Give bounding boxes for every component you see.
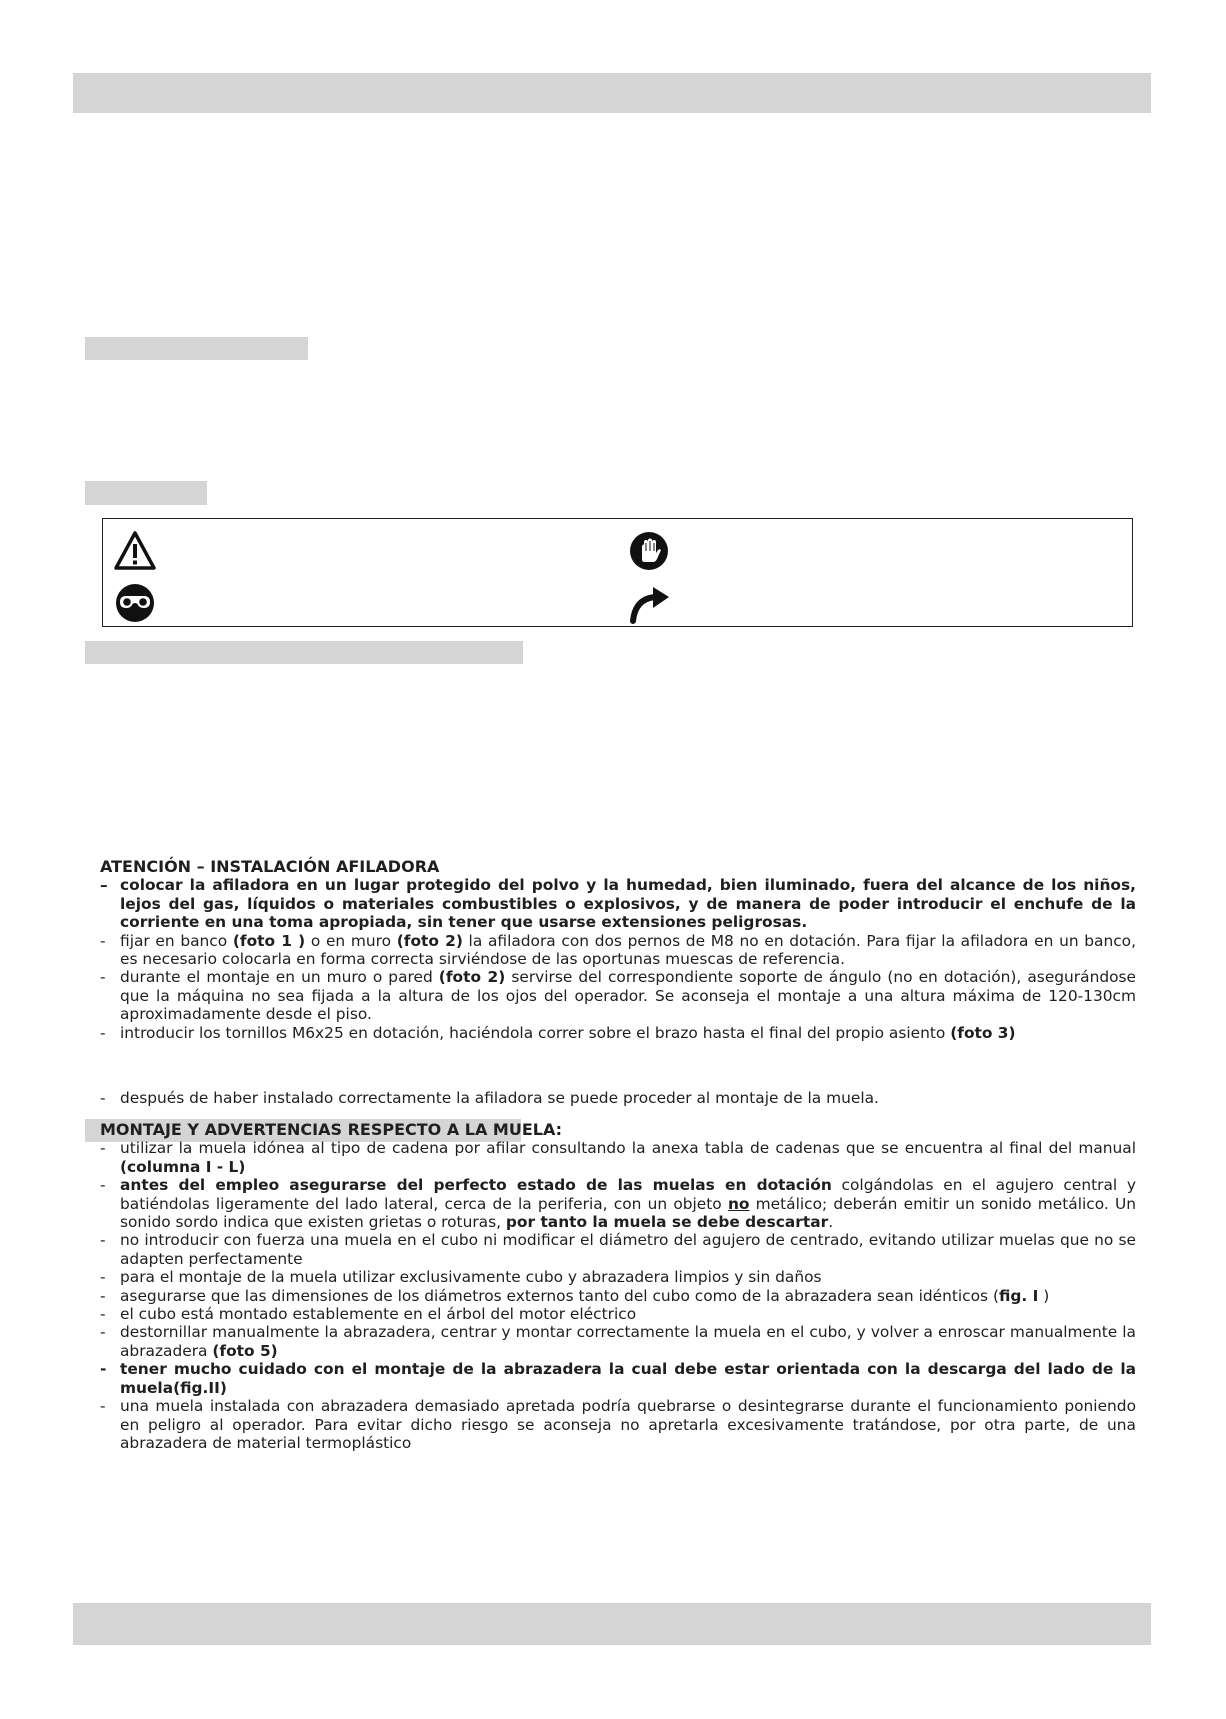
wheel-heading: MONTAJE Y ADVERTENCIAS RESPECTO A LA MUELA: (100, 1120, 563, 1139)
list-item: - para el montaje de la muela utilizar exclusivamente cubo y abrazadera limpios y sin daños (100, 1268, 822, 1287)
list-item: - el cubo está montado establemente en el árbol del motor eléctrico (100, 1305, 637, 1324)
list-item: - durante el montaje en un muro o pared (foto 2) servirse del correspondiente soporte de ángulo (no en dotación), asegurándose que la máquina no sea fijada a la altura de los ojos del operador. Se aconseja el montaje a una altura máxima de 120-130cm aproximadamente desde el piso. (100, 968, 1136, 1024)
safety-symbols-box (102, 518, 1133, 627)
section-heading-bar (85, 337, 308, 360)
list-item: - destornillar manualmente la abrazadera, centrar y montar correctamente la muela en el cubo, y volver a enroscar manualmente la abrazadera (foto 5) (100, 1323, 1136, 1360)
after-install-note (100, 1089, 1136, 1107)
footer-bar (73, 1603, 1151, 1645)
installation-heading: ATENCIÓN – INSTALACIÓN AFILADORA (100, 857, 440, 876)
list-item: - tener mucho cuidado con el montaje de la abrazadera la cual debe estar orientada con la descarga del lado de la muela(fig.II) (100, 1360, 1136, 1397)
list-item: - asegurarse que las dimensiones de los diámetros externos tanto del cubo como de la abrazadera sean idénticos (fig. I ) (100, 1286, 1050, 1305)
list-item: - antes del empleo asegurarse del perfecto estado de las muelas en dotación colgándolas en el agujero central y batiéndolas ligeramente del lado lateral, cerca de la periferia, con un objeto no metálico; deberán emitir un sonido metálico. Un sonido sordo indica que existen grietas o roturas, por tanto la muela se debe descartar. (100, 1176, 1137, 1232)
list-item: - una muela instalada con abrazadera demasiado apretada podría quebrarse o desintegrarse durante el funcionamiento poniendo en peligro al operador. Para evitar dicho riesgo se aconseja no apretarla excesivamente tratándose, por otra parte, de una abrazadera de material termoplástico (100, 1397, 1136, 1452)
safety-goggles-icon (113, 581, 157, 625)
list-item: - no introducir con fuerza una muela en el cubo ni modificar el diámetro del agujero de centrado, evitando utilizar muelas que no se adapten perfectamente (100, 1231, 1136, 1268)
list-item: - después de haber instalado correctamente la afiladora se puede proceder al montaje de la muela. (100, 1089, 879, 1107)
protective-gloves-icon (627, 529, 671, 573)
list-item: - introducir los tornillos M6x25 en dotación, haciéndola correr sobre el brazo hasta el final del propio asiento (foto 3) (100, 1023, 1016, 1042)
header-bar (73, 73, 1151, 113)
wheel-section (100, 1121, 1136, 1452)
section-heading-bar (85, 641, 523, 664)
list-item: - fijar en banco (foto 1 ) o en muro (foto 2) la afiladora con dos pernos de M8 no en dotación. Para fijar la afiladora en un banco, es necesario colocarla en forma correcta sirviéndose de las oportunas muescas de referencia. (100, 931, 1136, 969)
list-item: – colocar la afiladora en un lugar protegido del polvo y la humedad, bien iluminado, fuera del alcance de los niños, lejos del gas, líquidos o materiales combustibles o explosivos, y de manera de poder introducir el enchufe de la corriente en una toma apropiada, sin tener que usarse extensiones peligrosas. (100, 876, 1136, 932)
list-item: - utilizar la muela idónea al tipo de cadena por afilar consultando la anexa tabla de cadenas que se encuentra al final del manual (columna I - L) (100, 1139, 1136, 1176)
section-heading-bar (85, 481, 207, 505)
installation-section (100, 858, 1136, 1042)
warning-triangle-icon (113, 529, 157, 573)
rotation-direction-icon (627, 581, 671, 625)
